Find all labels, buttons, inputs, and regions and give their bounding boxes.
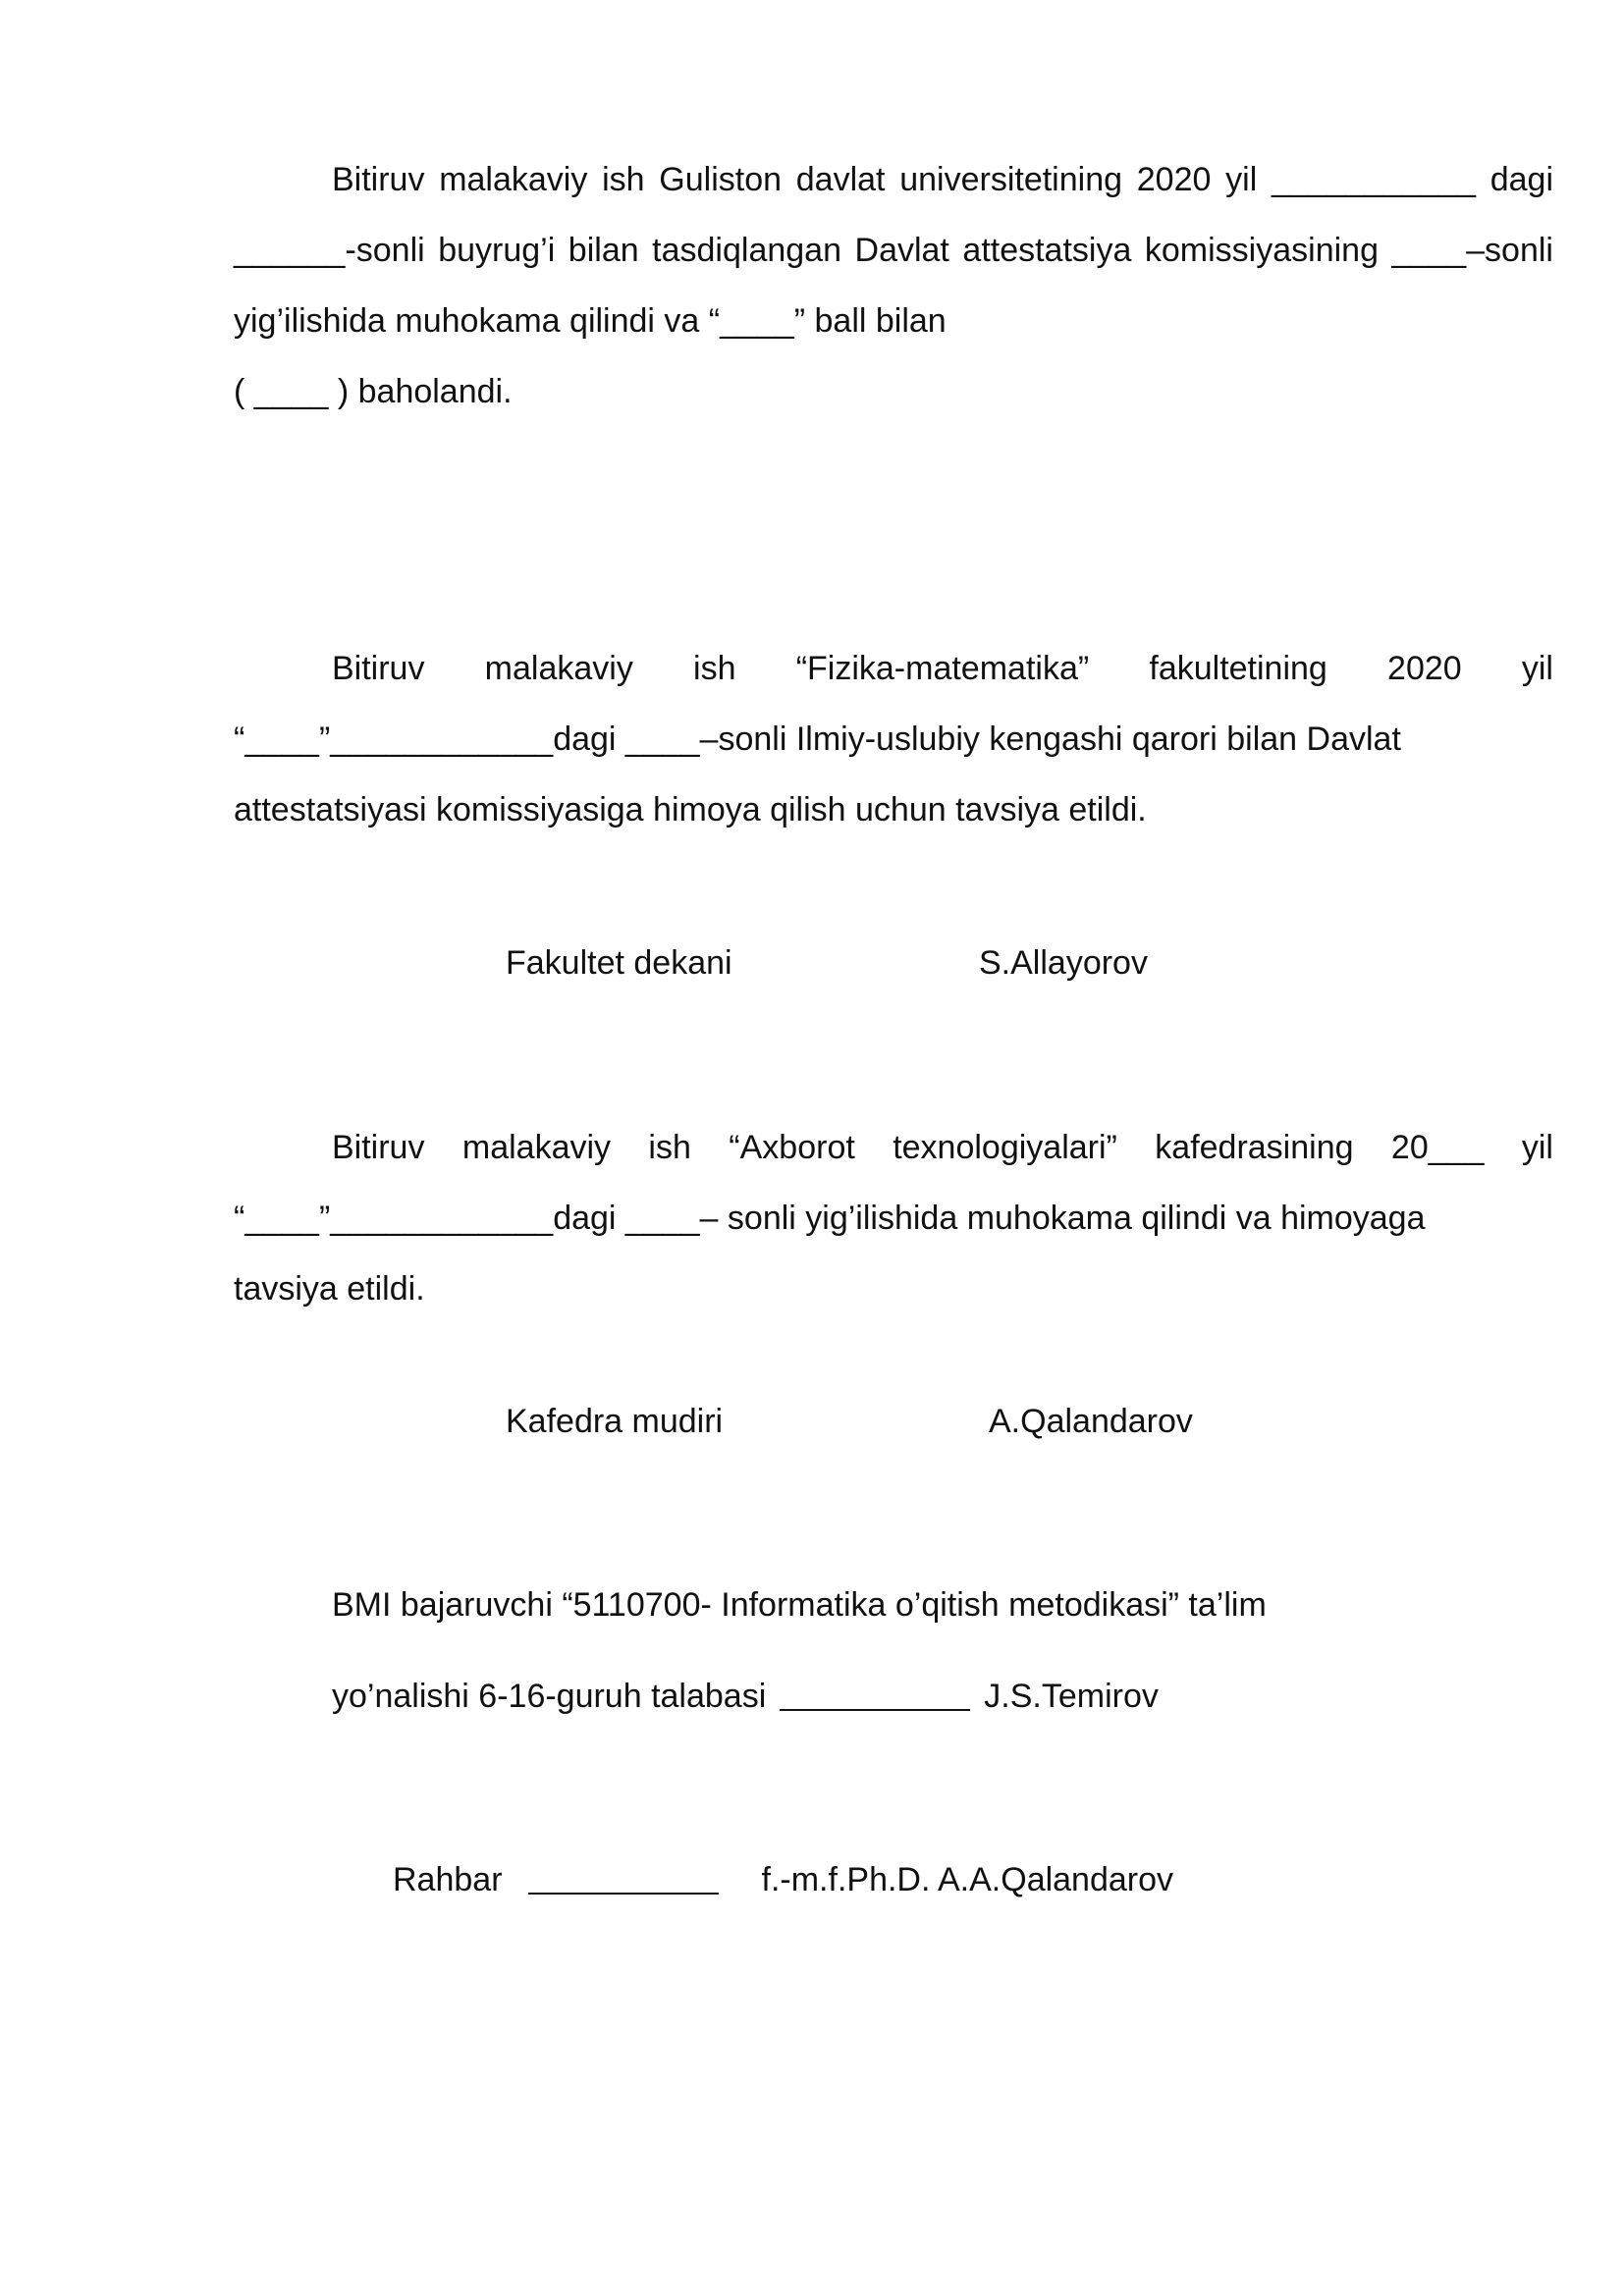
paragraph-attestation-result (234, 144, 1553, 427)
paragraph-line: ____–sonli yig’ilishida muhokama qilindi va “____” ball bilan (234, 232, 1553, 340)
paragraph-line: “____”____________dagi ____– sonli yig’ilishida muhokama qilindi va himoyaga (234, 1200, 1426, 1237)
paragraph-line: Bitiruv malakaviy ish “Fizika-matematika” fakultetining 2020 yil (332, 650, 1553, 687)
signature-role: Kafedra mudiri (506, 1403, 724, 1440)
student-program-text: BMI bajaruvchi “5110700- Informatika o’qitish metodikasi” ta’lim (332, 1586, 1267, 1624)
supervisor-label: Rahbar (393, 1861, 503, 1898)
paragraph-department-recommendation (234, 1112, 1553, 1324)
paragraph-line: ( ____ ) baholandi. (234, 373, 513, 410)
paragraph-line: Bitiruv malakaviy ish “Axborot texnologiyalari” kafedrasining 20___ yil (332, 1129, 1553, 1166)
signature-name: S.Allayorov (979, 944, 1148, 982)
student-signature-line (332, 1675, 1159, 1718)
paragraph-line: “____”____________dagi ____–sonli Ilmiy-uslubiy kengashi qarori bilan Davlat (234, 721, 1401, 758)
supervisor-signature-line (393, 1858, 1173, 1901)
student-name: J.S.Temirov (984, 1678, 1159, 1715)
signature-blank (528, 1863, 719, 1895)
supervisor-name: f.-m.f.Ph.D. A.A.Qalandarov (761, 1861, 1174, 1898)
paragraph-line: Bitiruv malakaviy ish Guliston davlat universitetining 2020 yil ___________ (332, 161, 1490, 198)
paragraph-line: tavsiya etildi. (234, 1270, 425, 1308)
student-program-line (332, 1583, 1267, 1627)
student-group-label: yo’nalishi 6-16-guruh talabasi (332, 1678, 767, 1715)
paragraph-faculty-recommendation (234, 633, 1553, 845)
paragraph-line: attestatsiyasi komissiyasiga himoya qilish uchun tavsiya etildi. (234, 791, 1147, 828)
signature-blank (780, 1680, 970, 1711)
signature-name: A.Qalandarov (989, 1403, 1193, 1440)
paragraph-line: dagi ______-sonli buyrug’i bilan tasdiqlangan Davlat attestatsiya komissiyasining (234, 161, 1553, 269)
signature-role: Fakultet dekani (506, 944, 732, 982)
